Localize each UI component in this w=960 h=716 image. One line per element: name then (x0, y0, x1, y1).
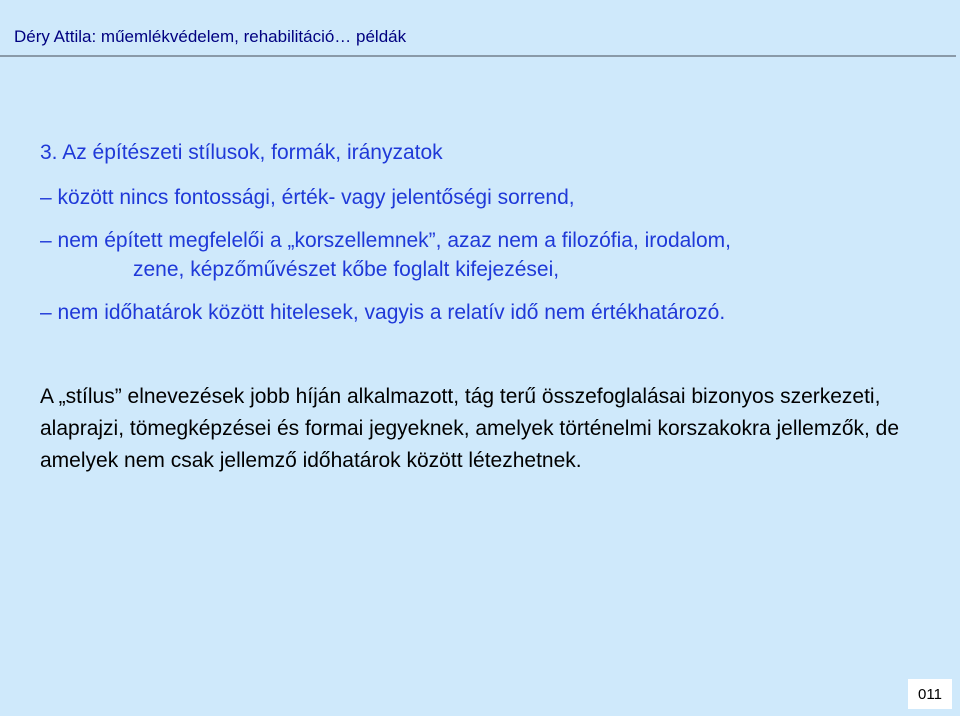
page-number-box (908, 679, 952, 709)
bullet-line-2: – nem épített megfelelői a „korszellemnek”, azaz nem a filozófia, irodalom, (40, 229, 731, 252)
page-number: 011 (918, 685, 942, 703)
body-paragraph: A „stílus” elnevezések jobb híján alkalmazott, tág terű összefoglalásai bizonyos szerkezeti, alaprajzi, tömegképzései és formai jegyeknek, amelyek történelmi korszakokra jellemzők, de amelyek nem csak jellemző időhatárok között létezhetnek. (40, 385, 900, 472)
header-divider (0, 55, 956, 57)
section-heading: 3. Az építészeti stílusok, formák, irányzatok (40, 141, 443, 164)
bullet-line-1: – között nincs fontossági, érték- vagy jelentőségi sorrend, (40, 186, 575, 209)
bullet-line-2-continuation: zene, képzőművészet kőbe foglalt kifejezései, (133, 258, 560, 281)
header-title: Déry Attila: műemlékvédelem, rehabilitáció… példák (14, 27, 407, 46)
bullet-line-3: – nem időhatárok között hitelesek, vagyis a relatív idő nem értékhatározó. (40, 301, 726, 324)
